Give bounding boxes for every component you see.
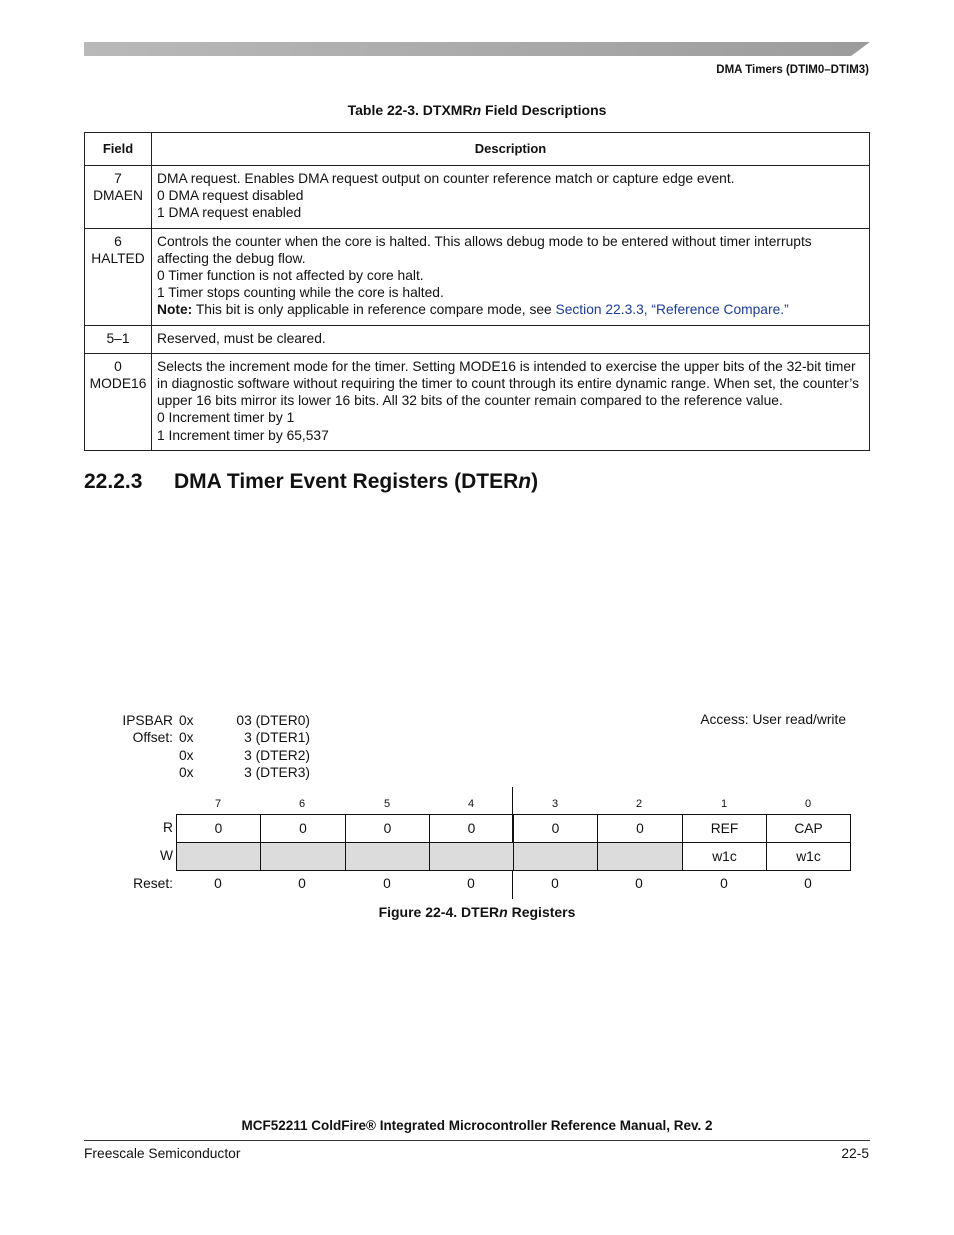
table-row [85, 228, 870, 325]
address-values [230, 712, 310, 782]
address-value: 3 (DTER3) [244, 765, 310, 781]
address-labels [100, 712, 173, 747]
field-cell [85, 325, 152, 353]
footer-title: MCF52211 ColdFire® Integrated Microcontroller Reference Manual, Rev. 2 [241, 1118, 713, 1133]
figure-caption [84, 904, 870, 920]
row-label-reset: Reset: [133, 876, 173, 891]
address-prefix: 0x [179, 730, 194, 746]
section-heading [84, 470, 538, 494]
read-bit-cell: 0 [176, 814, 261, 843]
address-prefix: 0x [179, 765, 194, 781]
footer-rule [84, 1140, 870, 1141]
row-label-w: W [159, 848, 173, 863]
table-row [85, 325, 870, 353]
field-name: MODE16 [89, 376, 147, 392]
field-bit: 0 [114, 358, 122, 374]
address-value: 03 (DTER0) [236, 713, 310, 728]
reset-value: 0 [383, 876, 391, 891]
note-text: This bit is only applicable in reference compare mode, see [192, 302, 556, 318]
address-label-offset: Offset: [132, 730, 173, 746]
read-bit-cell: 0 [345, 814, 430, 843]
read-bit-cell: CAP [766, 814, 851, 843]
column-header-field: Field [85, 133, 152, 166]
footer-company: Freescale Semiconductor [84, 1146, 241, 1161]
bit-number: 5 [383, 798, 391, 810]
description-option: 1 Timer stops counting while the core is halted. [157, 285, 444, 301]
bit-number: 2 [635, 798, 643, 810]
description-cell [152, 353, 870, 450]
field-cell [85, 353, 152, 450]
field-name: HALTED [91, 250, 145, 266]
bit-number: 4 [467, 798, 475, 810]
section-title-italic: n [518, 470, 532, 493]
section-title-prefix: DMA Timer Event Registers (DTER [174, 470, 519, 493]
reset-value: 0 [720, 876, 728, 891]
reset-value: 0 [298, 876, 306, 891]
reset-value: 0 [635, 876, 643, 891]
figure-caption-suffix: Registers [507, 904, 576, 920]
bit-number: 7 [214, 798, 222, 810]
description-option: 0 Timer function is not affected by core halt. [157, 268, 424, 284]
description-cell [152, 166, 870, 229]
read-bit-cell: 0 [597, 814, 683, 843]
write-bit-cell: w1c [766, 842, 851, 871]
address-value: 3 (DTER1) [244, 730, 310, 746]
field-bit: 6 [114, 233, 122, 249]
field-cell [85, 166, 152, 229]
write-bit-cell [513, 842, 598, 871]
table-caption [84, 102, 870, 118]
description-option: 0 DMA request disabled [157, 188, 304, 204]
description-option: 1 DMA request enabled [157, 205, 302, 221]
description-option: 1 Increment timer by 65,537 [157, 427, 329, 443]
address-prefix: 0x [179, 713, 194, 728]
read-bit-cell: REF [682, 814, 767, 843]
bit-number: 0 [804, 798, 812, 810]
section-title-suffix: ) [531, 470, 539, 493]
note-label: Note: [157, 302, 193, 318]
read-bit-cell: 0 [260, 814, 346, 843]
write-bit-cell [176, 842, 261, 871]
bit-number: 6 [298, 798, 306, 810]
description-note [157, 301, 863, 318]
field-descriptions-table [84, 132, 870, 451]
address-value: 3 (DTER2) [244, 747, 310, 763]
access-label: Access: User read/write [700, 712, 846, 727]
description-option: 0 Increment timer by 1 [157, 410, 295, 426]
table-caption-prefix: Table 22-3. DTXMR [347, 102, 473, 118]
row-label-r: R [163, 820, 173, 835]
write-bit-cell: w1c [682, 842, 767, 871]
figure-caption-italic: n [499, 904, 508, 920]
figure-caption-prefix: Figure 22-4. DTER [378, 904, 500, 920]
section-number: 22.2.3 [84, 470, 143, 493]
running-head: DMA Timers (DTIM0–DTIM3) [716, 64, 869, 76]
header-bar [84, 42, 870, 56]
field-cell [85, 228, 152, 325]
write-bit-cell [345, 842, 430, 871]
address-label-ipsbar: IPSBAR [122, 713, 173, 728]
field-name: DMAEN [93, 188, 143, 204]
description-text: Controls the counter when the core is halted. This allows debug mode to be entered without timer interrupts affecting the debug flow. [157, 233, 812, 266]
reset-value: 0 [214, 876, 222, 891]
field-bit: 7 [114, 171, 122, 186]
description-cell [152, 325, 870, 353]
description-text: DMA request. Enables DMA request output on counter reference match or capture edge event. [157, 171, 735, 186]
write-bit-cell [597, 842, 683, 871]
table-caption-suffix: Field Descriptions [481, 102, 607, 118]
read-bit-cell: 0 [429, 814, 514, 843]
description-text: Selects the increment mode for the timer. Setting MODE16 is intended to exercise the upper bits of the 32-bit timer in diagnostic software without requiring the timer to count through its entire dynamic range. When set, the counter’s upper 16 bits mirror its lower 16 bits. All 32 bits of the counter remain compared to the reference value. [157, 358, 859, 409]
reset-value: 0 [467, 876, 475, 891]
table-row [85, 353, 870, 450]
table-row [85, 166, 870, 229]
write-bit-cell [429, 842, 514, 871]
reset-value: 0 [551, 876, 559, 891]
reset-value: 0 [804, 876, 812, 891]
write-bit-cell [260, 842, 346, 871]
section-reference-link[interactable]: Section 22.3.3, “Reference Compare.” [555, 302, 789, 318]
page-number: 22-5 [841, 1146, 869, 1161]
column-header-description: Description [152, 133, 870, 166]
bit-number: 3 [551, 798, 559, 810]
bit-number: 1 [720, 798, 728, 810]
description-text: Reserved, must be cleared. [157, 330, 326, 346]
read-bit-cell: 0 [513, 814, 598, 843]
field-bit: 5–1 [106, 330, 130, 346]
address-prefix: 0x [179, 747, 194, 763]
table-caption-italic: n [472, 102, 482, 118]
address-prefixes [179, 712, 194, 782]
description-cell [152, 228, 870, 325]
